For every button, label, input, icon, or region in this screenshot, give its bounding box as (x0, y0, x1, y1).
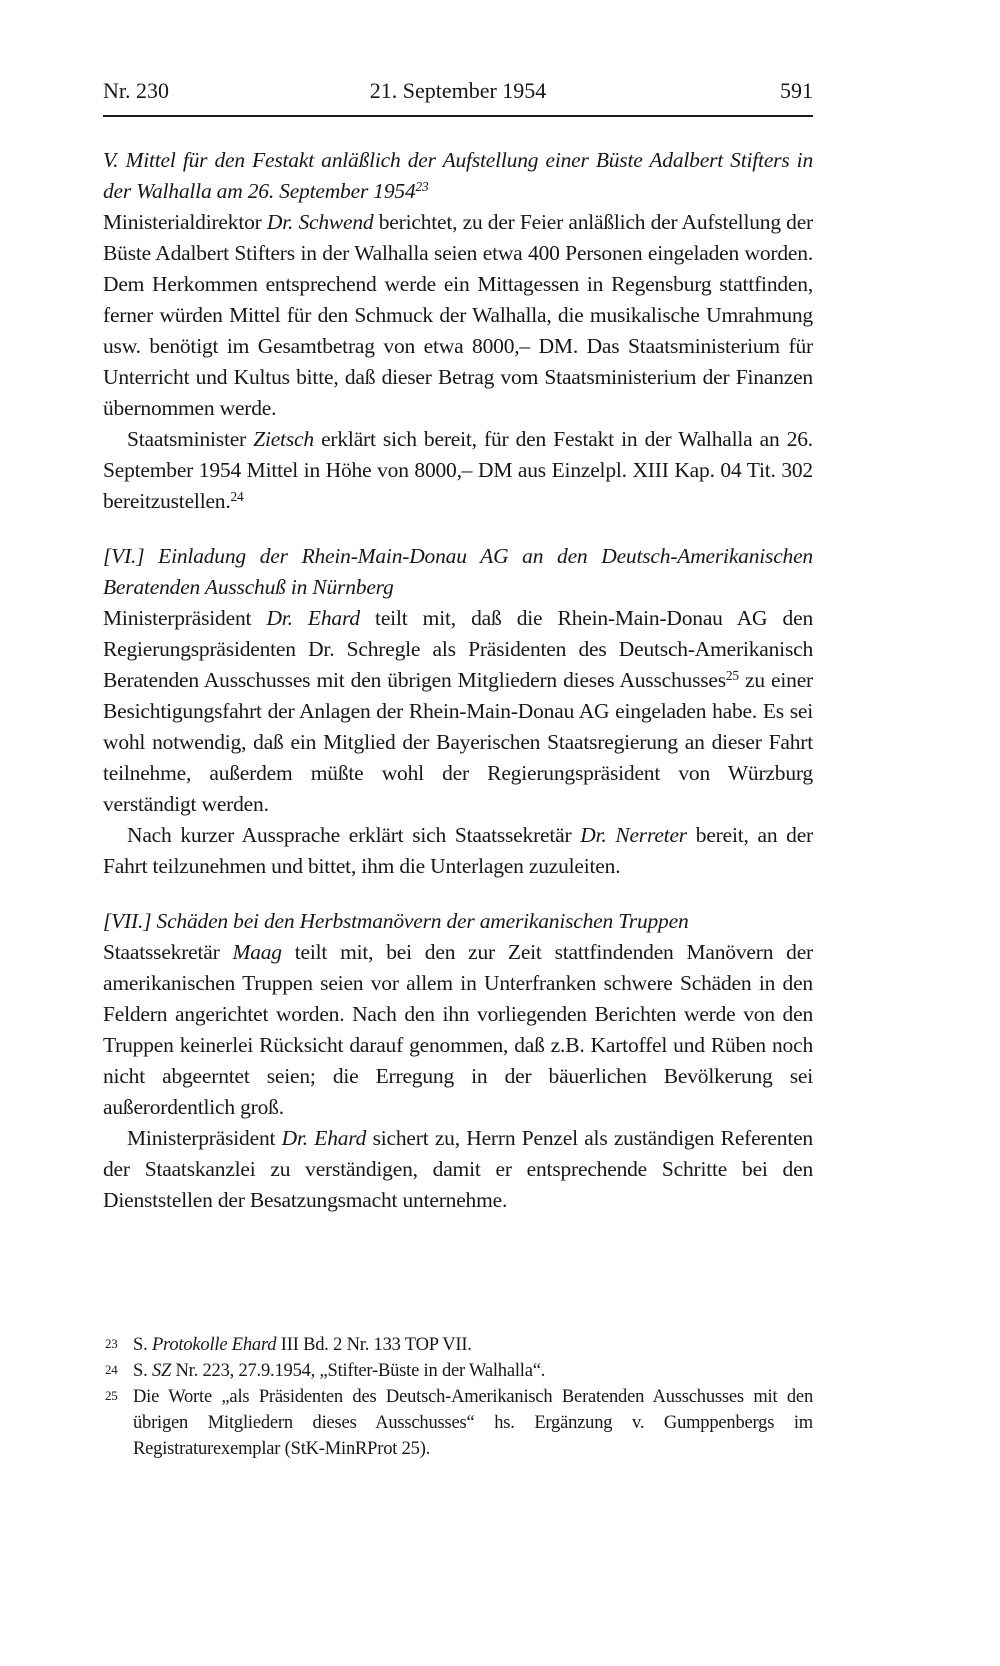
text-segment: Dr. Nerreter (580, 823, 687, 847)
paragraph (103, 603, 813, 820)
text-segment: Dr. Ehard (266, 606, 360, 630)
section-vi-heading (103, 541, 813, 603)
text-segment: Maag (232, 940, 282, 964)
section-v-heading (103, 145, 813, 207)
footnote-reference: 23 (415, 179, 429, 195)
text-segment: SZ (151, 1361, 172, 1381)
text-segment: Dr. Ehard (281, 1126, 367, 1150)
text-segment: V. Mittel für den Festakt anläßlich der Aufstellung einer Büste Adalbert Stifters in der Walhalla am 26. September 1954 (103, 148, 813, 203)
footnote (103, 1332, 813, 1358)
text-segment: sichert zu, Herrn Penzel als zuständigen Referenten der Staatskanzlei zu verständigen, damit er entsprechende Schritte bei den Dienststellen der Besatzungsmacht unternehme. (103, 1126, 813, 1212)
footnote-marker: 23 (105, 1336, 118, 1351)
header-issue-number: Nr. 230 (103, 78, 169, 103)
footnote (103, 1384, 813, 1462)
text-segment: teilt mit, daß die Rhein-Main-Donau AG den Regierungspräsidenten Dr. Schregle als Präsidenten des Deutsch-Amerikanisch Beratenden Ausschusses mit den übrigen Mitgliedern dieses Ausschusses (103, 606, 813, 692)
paragraph (103, 207, 813, 424)
header-date: 21. September 1954 (369, 78, 547, 103)
paragraph (103, 424, 813, 517)
text-segment: S. (133, 1361, 152, 1381)
footnote-reference: 25 (725, 668, 739, 684)
text-segment: Staatssekretär (103, 940, 233, 964)
text-segment: Nr. 223, 27.9.1954, „Stifter-Büste in der Walhalla“. (171, 1361, 546, 1381)
text-segment: [VII.] Schäden bei den Herbstmanövern der amerikanischen Truppen (103, 909, 689, 933)
footnote-marker: 25 (105, 1388, 118, 1403)
paragraph (103, 820, 813, 882)
bottom-whitespace (103, 1216, 813, 1332)
text-segment: [VI.] Einladung der Rhein-Main-Donau AG an den Deutsch-Amerikanischen Beratenden Ausschuß in Nürnberg (103, 544, 813, 599)
text-segment: berichtet, zu der Feier anläßlich der Aufstellung der Büste Adalbert Stifters in der Walhalla seien etwa 400 Personen eingeladen worden. Dem Herkommen entsprechend werde ein Mittagessen in Regensburg stattfinden, ferner würden Mittel für den Schmuck der Walhalla, die musikalische Umrahmung usw. benötigt im Gesamtbetrag von etwa 8000,– DM. Das Staatsministerium für Unterricht und Kultus bitte, daß dieser Betrag vom Staatsministerium der Finanzen übernommen werde. (103, 210, 813, 420)
page-header (103, 78, 813, 117)
text-segment: Ministerialdirektor (103, 210, 267, 234)
text-segment: Ministerpräsident (103, 606, 267, 630)
text-segment: III Bd. 2 Nr. 133 TOP VII. (276, 1335, 472, 1355)
text-segment: Dr. Schwend (266, 210, 374, 234)
text-segment: Zietsch (253, 427, 314, 451)
text-segment: Protokolle Ehard (151, 1335, 277, 1355)
text-segment: zu einer Besichtigungsfahrt der Anlagen der Rhein-Main-Donau AG eingeladen habe. Es sei wohl notwendig, daß ein Mitglied der Bayerischen Staatsregierung an dieser Fahrt teilnehme, außerdem müßte wohl der Regierungspräsident von Würzburg verständigt werden. (103, 668, 813, 816)
footnote-reference: 24 (230, 489, 244, 505)
footnote (103, 1358, 813, 1384)
text-segment: Nach kurzer Aussprache erklärt sich Staatssekretär (127, 823, 581, 847)
text-segment: Staatsminister (127, 427, 254, 451)
text-segment: Die Worte „als Präsidenten des Deutsch-Amerikanisch Beratenden Ausschusses mit den übrigen Mitgliedern dieses Ausschusses“ hs. Ergänzung v. Gumppenbergs im Registraturexemplar (StK-MinRProt 25). (133, 1387, 813, 1459)
footnotes-section (103, 1332, 813, 1462)
text-segment: erklärt sich bereit, für den Festakt in der Walhalla an 26. September 1954 Mittel in Höhe von 8000,– DM aus Einzelpl. XIII Kap. 04 Tit. 302 bereitzustellen. (103, 427, 813, 513)
text-segment: S. (133, 1335, 152, 1355)
document-body (103, 145, 813, 1216)
header-page-number: 591 (780, 78, 813, 103)
paragraph (103, 937, 813, 1123)
text-segment: teilt mit, bei den zur Zeit stattfindenden Manövern der amerikanischen Truppen seien vor allem in Unterfranken schwere Schäden in den Feldern angerichtet worden. Nach den ihn vorliegenden Berichten werde von den Truppen keinerlei Rücksicht darauf genommen, daß z.B. Kartoffel und Rüben noch nicht abgeerntet seien; die Erregung in der bäuerlichen Bevölkerung sei außerordentlich groß. (103, 940, 813, 1119)
footnote-marker: 24 (105, 1362, 118, 1377)
text-segment: Ministerpräsident (127, 1126, 282, 1150)
section-vii-heading (103, 906, 813, 937)
text-segment: bereit, an der Fahrt teilzunehmen und bittet, ihm die Unterlagen zuzuleiten. (103, 823, 814, 878)
paragraph (103, 1123, 813, 1216)
